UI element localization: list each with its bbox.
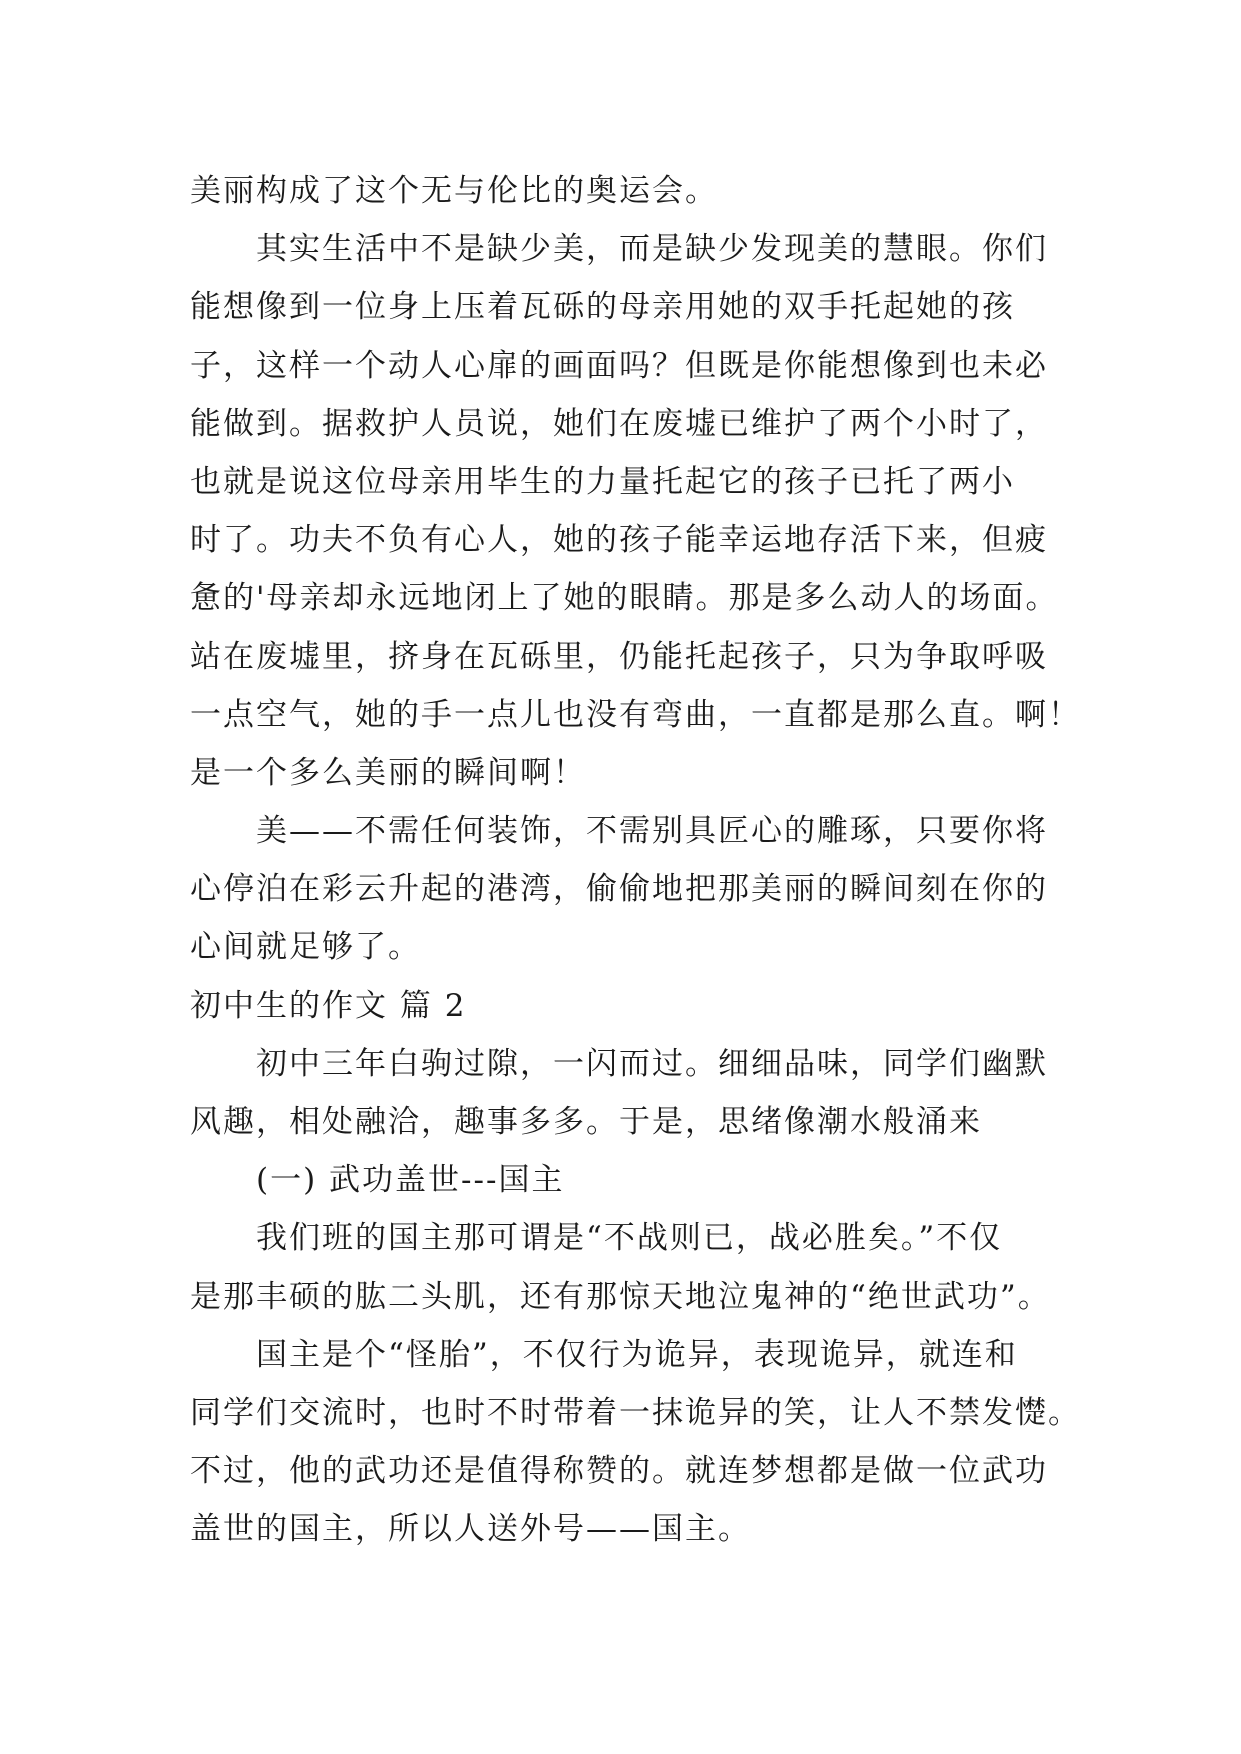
text-line: 是一个多么美丽的瞬间啊！ [190, 754, 586, 791]
text-line: 不过，他的武功还是值得称赞的。就连梦想都是做一位武功 [190, 1453, 1048, 1490]
text-line: 初中三年白驹过隙，一闪而过。细细品味，同学们幽默 [256, 1045, 1048, 1082]
text-line: 也就是说这位母亲用毕生的力量托起它的孩子已托了两小 [190, 463, 1015, 500]
text-line: 心间就足够了。 [190, 929, 421, 966]
text-line: (一) 武功盖世---国主 [256, 1162, 565, 1199]
text-line: 同学们交流时，也时不时带着一抹诡异的笑，让人不禁发憷。 [190, 1394, 1081, 1431]
text-line: 站在废墟里，挤身在瓦砾里，仍能托起孩子，只为争取呼吸 [190, 638, 1048, 675]
text-line: 是那丰硕的肱二头肌，还有那惊天地泣鬼神的“绝世武功”。 [190, 1278, 1051, 1315]
text-line: 盖世的国主，所以人送外号——国主。 [190, 1511, 751, 1548]
text-line: 能做到。据救护人员说，她们在废墟已维护了两个小时了， [190, 405, 1048, 442]
text-line: 美丽构成了这个无与伦比的奥运会。 [190, 173, 718, 209]
text-line: 一点空气，她的手一点儿也没有弯曲，一直都是那么直。啊！ [190, 696, 1081, 733]
article-body [190, 162, 1080, 1559]
text-line: 能想像到一位身上压着瓦砾的母亲用她的双手托起她的孩 [190, 289, 1015, 326]
text-line: 时了。功夫不负有心人，她的孩子能幸运地存活下来，但疲 [190, 522, 1048, 559]
text-line: 子，这样一个动人心扉的画面吗？但既是你能想像到也未必 [190, 347, 1048, 384]
text-line: 初中生的作文 篇 2 [190, 987, 467, 1024]
text-line: 其实生活中不是缺少美，而是缺少发现美的慧眼。你们 [256, 231, 1048, 268]
text-line: 惫的'母亲却永远地闭上了她的眼睛。那是多么动人的场面。 [190, 580, 1059, 617]
text-line: 风趣，相处融洽，趣事多多。于是，思绪像潮水般涌来 [190, 1104, 982, 1140]
text-line: 我们班的国主那可谓是“不战则已，战必胜矣。”不仅 [256, 1220, 1003, 1257]
text-line: 国主是个“怪胎”，不仅行为诡异，表现诡异，就连和 [256, 1336, 1018, 1373]
text-line: 美——不需任何装饰，不需别具匠心的雕琢，只要你将 [256, 813, 1048, 850]
text-line: 心停泊在彩云升起的港湾，偷偷地把那美丽的瞬间刻在你的 [190, 871, 1048, 908]
